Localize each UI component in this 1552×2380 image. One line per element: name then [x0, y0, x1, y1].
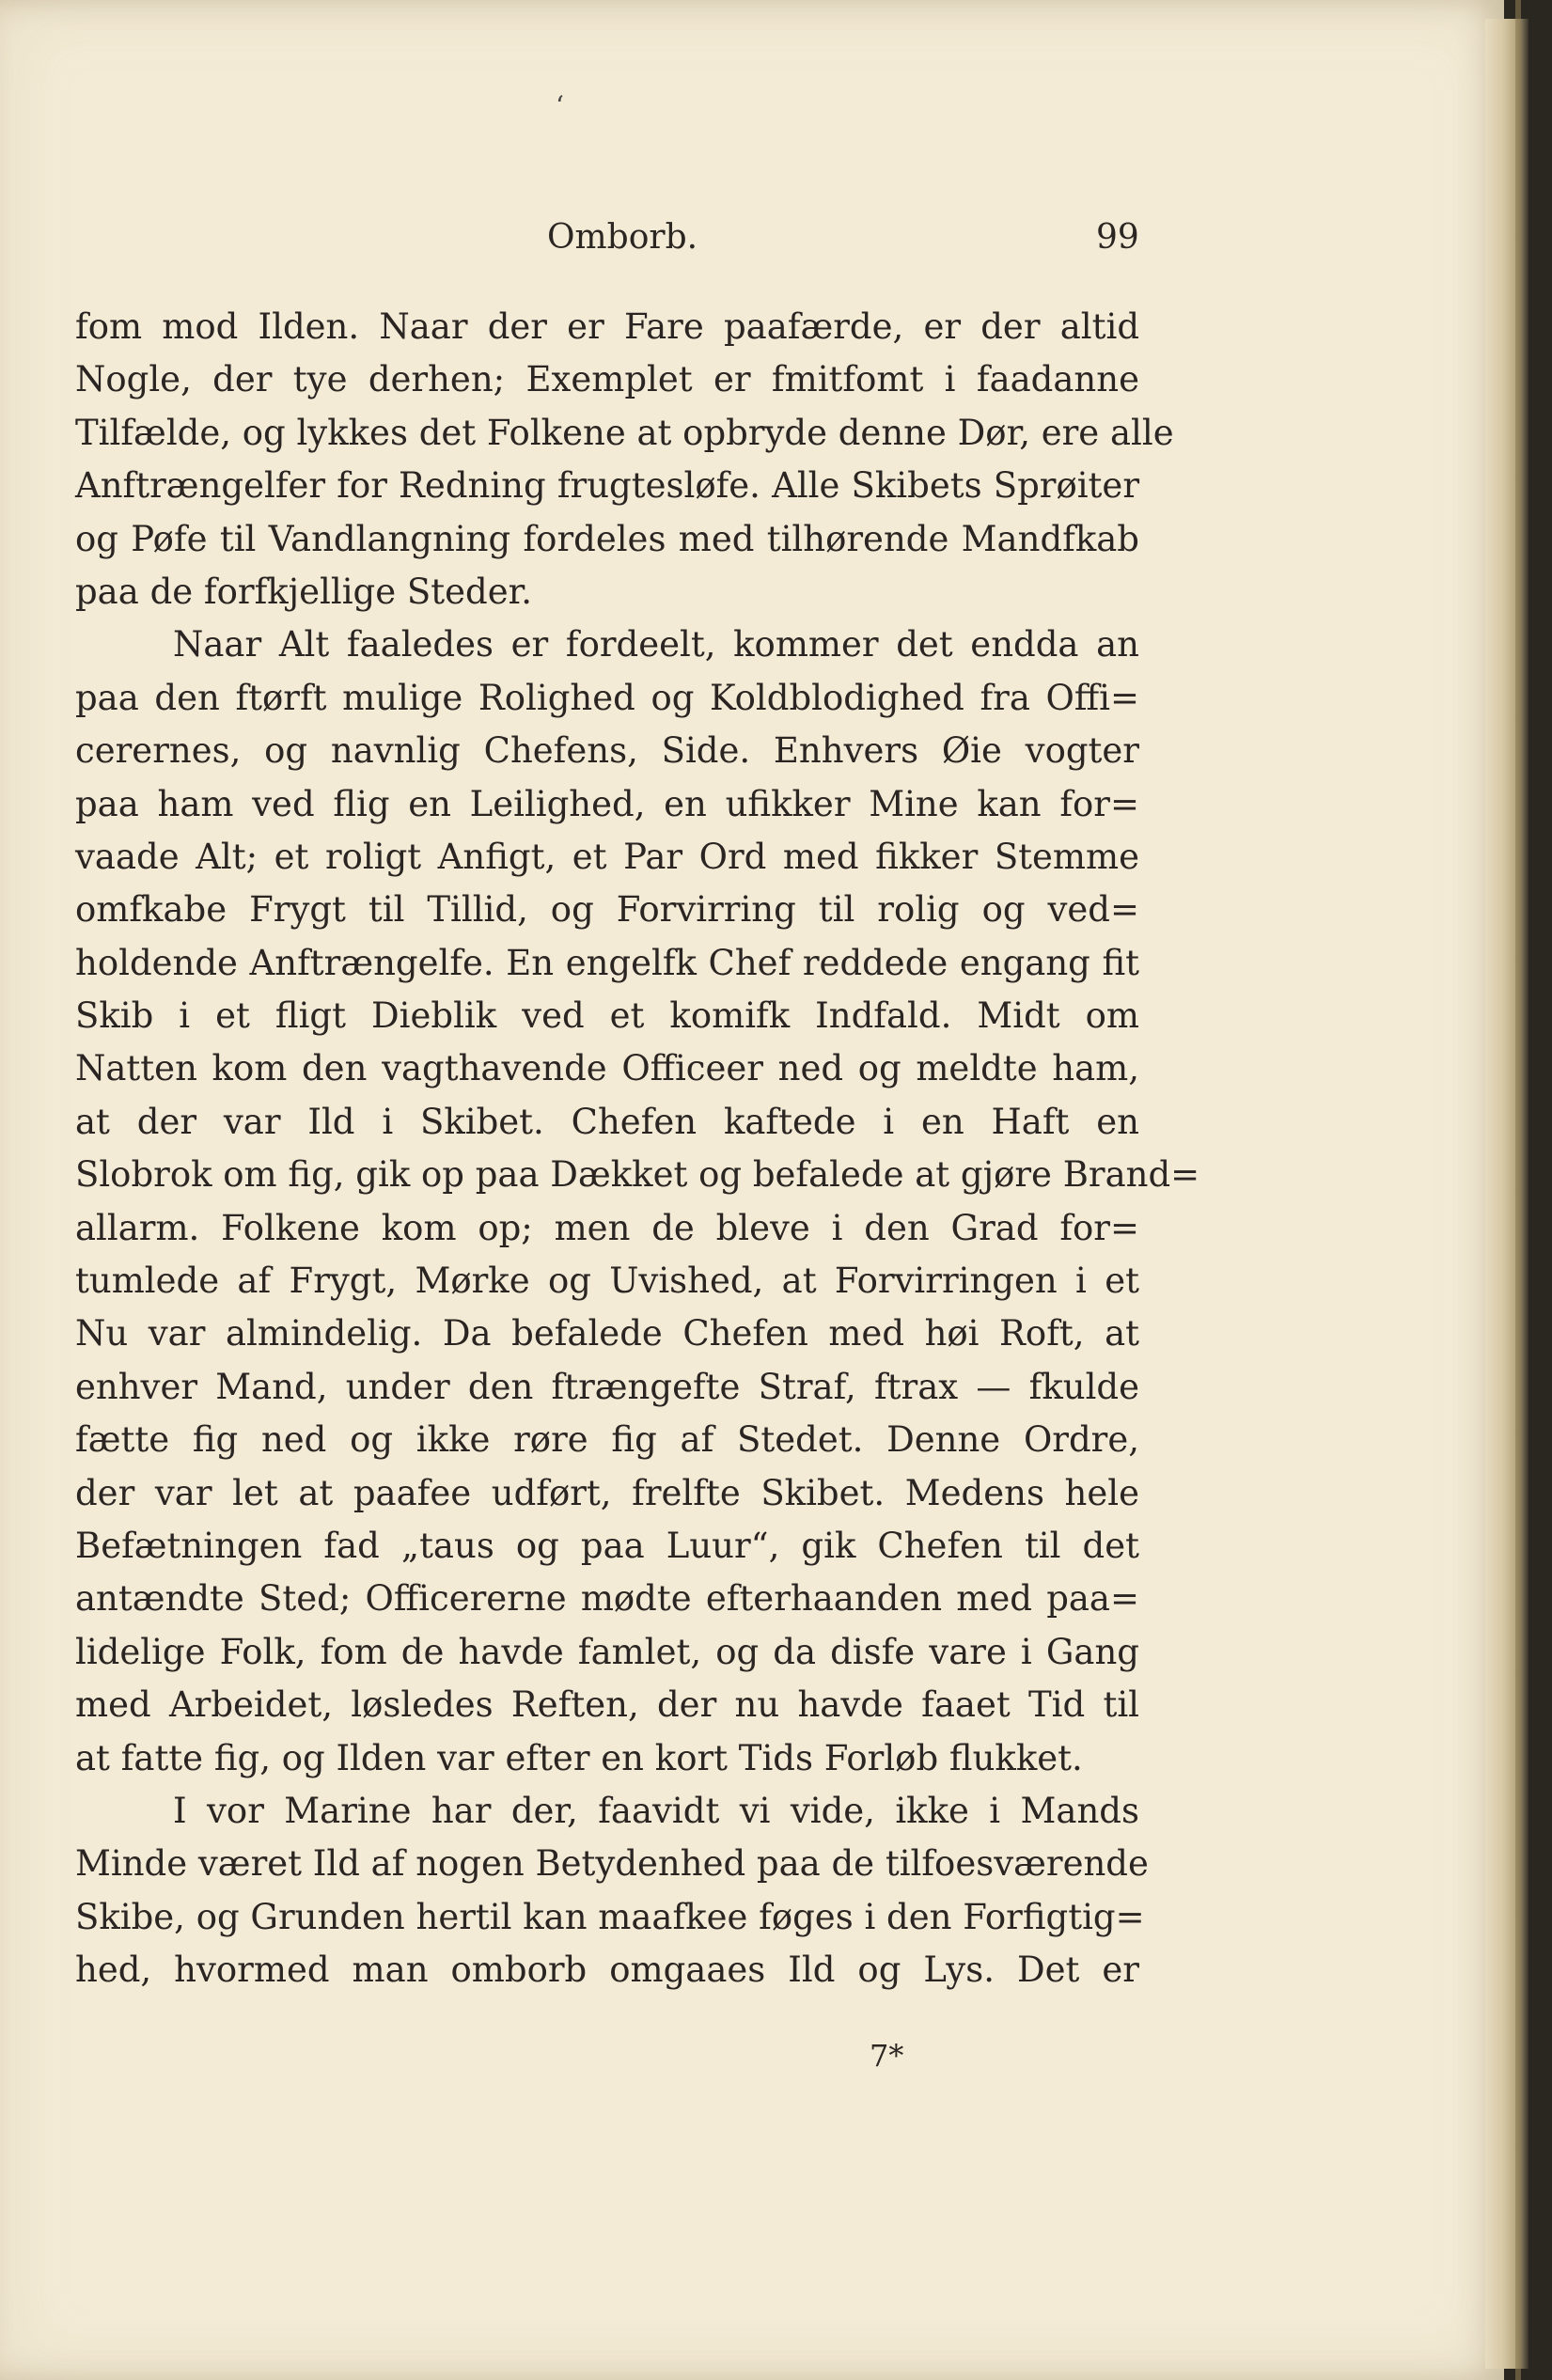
text-line: Tilfælde, og lykkes det Folkene at opbryde denne Dør, ere alle	[75, 412, 1174, 453]
text-line: paa den ftørft mulige Rolighed og Koldblodighed fra Offi=	[75, 677, 1139, 718]
binding-edge	[1515, 0, 1521, 2380]
text-line: cerernes, og navnlig Chefens, Side. Enhvers Øie vogter	[75, 730, 1139, 772]
text-line: Skib i et fligt Dieblik ved et komifk Indfald. Midt om	[75, 995, 1139, 1037]
text-line: Minde været Ild af nogen Betydenhed paa de tilfoesværende	[75, 1843, 1149, 1885]
text-line: antændte Sted; Officererne mødte efterhaanden med paa=	[75, 1578, 1139, 1620]
text-line: paa ham ved flig en Leilighed, en ufikker Mine kan for=	[75, 783, 1139, 824]
text-line: at fatte fig, og Ilden var efter en kort Tids Forløb flukket.	[75, 1737, 1083, 1778]
text-line: paa de forfkjellige Steder.	[75, 571, 532, 612]
text-line: at der var Ild i Skibet. Chefen kaftede i en Haft en	[75, 1101, 1139, 1142]
text-line: hed, hvormed man omborb omgaaes Ild og Lys. Det er	[75, 1949, 1139, 1991]
text-line: Anftrængelfer for Redning frugtesløfe. Alle Skibets Sprøiter	[75, 465, 1139, 507]
text-line: enhver Mand, under den ftrængefte Straf, ftrax — fkulde	[75, 1366, 1139, 1407]
text-line: Naar Alt faaledes er fordeelt, kommer det endda an	[173, 624, 1139, 665]
text-line: holdende Anftrængelfe. En engelfk Chef reddede engang fit	[75, 942, 1139, 983]
text-line: Slobrok om fig, gik op paa Dækket og befalede at gjøre Brand=	[75, 1154, 1200, 1196]
text-line: fom mod Ilden. Naar der er Fare paafærde, er der altid	[75, 306, 1139, 347]
text-line: lidelige Folk, fom de havde famlet, og da disfe vare i Gang	[75, 1631, 1139, 1672]
ink-speck: ʻ	[556, 90, 564, 121]
text-line: vaade Alt; et roligt Anfigt, et Par Ord med fikker Stemme	[75, 836, 1139, 877]
text-line: allarm. Folkene kom op; men de bleve i den Grad for=	[75, 1207, 1139, 1248]
page-number: 99	[1096, 218, 1139, 257]
text-line: og Pøfe til Vandlangning fordeles med tilhørende Mandfkab	[75, 518, 1139, 559]
text-line: Nogle, der tye derhen; Exemplet er fmitfomt i faadanne	[75, 359, 1139, 400]
page-edge	[1485, 19, 1528, 2369]
text-line: omfkabe Frygt til Tillid, og Forvirring til rolig og ved=	[75, 889, 1139, 931]
text-line: tumlede af Frygt, Mørke og Uvished, at Forvirringen i et	[75, 1260, 1139, 1302]
text-line: Natten kom den vagthavende Officeer ned og meldte ham,	[75, 1048, 1139, 1089]
text-line: fætte fig ned og ikke røre fig af Stedet. Denne Ordre,	[75, 1419, 1139, 1461]
text-line: Skibe, og Grunden hertil kan maafkee føges i den Forfigtig=	[75, 1896, 1145, 1937]
text-line: med Arbeidet, løsledes Reften, der nu havde faaet Tid til	[75, 1684, 1139, 1726]
signature-mark: 7*	[870, 2038, 904, 2074]
text-line: I vor Marine har der, faavidt vi vide, ikke i Mands	[173, 1790, 1139, 1831]
text-line: der var let at paafee udført, frelfte Skibet. Medens hele	[75, 1472, 1139, 1513]
text-line: Befætningen fad „taus og paa Luur“, gik Chefen til det	[75, 1525, 1139, 1566]
running-title: Omborb.	[547, 218, 698, 257]
body-text	[75, 301, 1200, 1997]
text-line: Nu var almindelig. Da befalede Chefen med høi Roft, at	[75, 1313, 1139, 1354]
